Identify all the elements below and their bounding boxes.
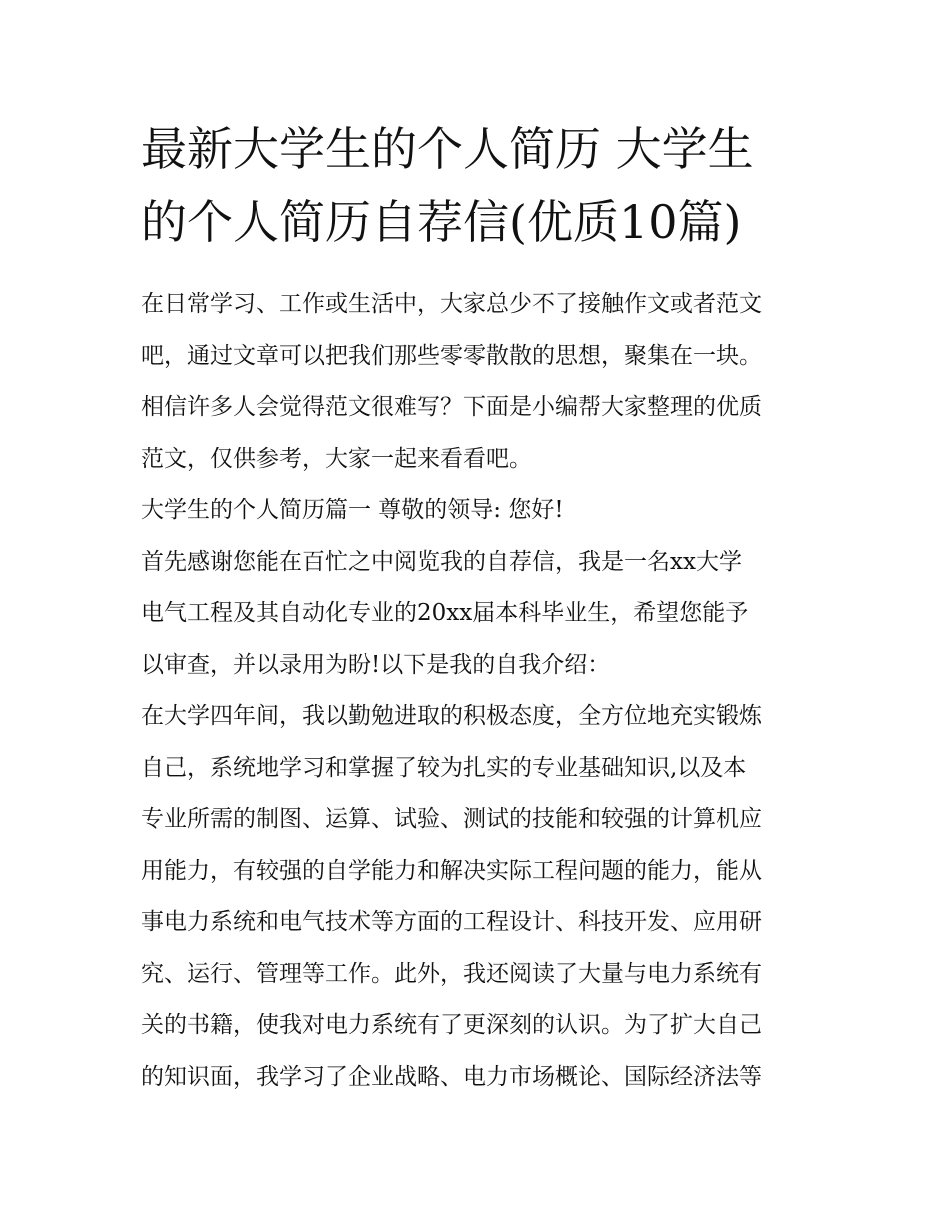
section-heading-paragraph (141, 485, 816, 537)
body-line-2: 吧，通过文章可以把我们那些零零散散的思想，聚集在一块。 (141, 342, 762, 369)
title-line-2: 的个人简历自荐信(优质10篇) (141, 195, 742, 249)
document-body (141, 279, 816, 1103)
body-line-6: 首先感谢您能在百忙之中阅览我的自荐信，我是一名xx大学 (141, 548, 742, 575)
document-content (141, 113, 816, 1103)
body-line-3: 相信许多人会觉得范文很难写？下面是小编帮大家整理的优质 (141, 394, 762, 420)
body-line-12: 用能力，有较强的自学能力和解决实际工程问题的能力，能从 (141, 857, 762, 884)
body-line-16: 的知识面，我学习了企业战略、电力市场概论、国际经济法等 (141, 1063, 762, 1090)
body-line-5: 大学生的个人简历篇一 尊敬的领导: 您好! (141, 497, 564, 523)
body-line-15: 关的书籍，使我对电力系统有了更深刻的认识。为了扩大自己 (141, 1012, 762, 1038)
body-line-1: 在日常学习、工作或生活中，大家总少不了接触作文或者范文 (141, 291, 762, 317)
body-line-7: 电气工程及其自动化专业的20xx届本科毕业生，希望您能予 (141, 600, 749, 626)
thanks-paragraph (141, 537, 816, 692)
intro-paragraph (141, 279, 816, 485)
body-line-13: 事电力系统和电气技术等方面的工程设计、科技开发、应用研 (141, 909, 762, 935)
body-line-8: 以审查，并以录用为盼!以下是我的自我介绍： (141, 651, 611, 678)
experience-paragraph (141, 691, 816, 1103)
body-line-10: 自己，系统地学习和掌握了较为扎实的专业基础知识,以及本 (141, 754, 747, 781)
document-title (141, 113, 816, 259)
body-line-14: 究、运行、管理等工作。此外，我还阅读了大量与电力系统有 (141, 960, 762, 987)
body-line-11: 专业所需的制图、运算、试验、测试的技能和较强的计算机应 (141, 806, 762, 832)
body-line-4: 范文，仅供参考，大家一起来看看吧。 (141, 445, 532, 472)
body-line-9: 在大学四年间，我以勤勉进取的积极态度，全方位地充实锻炼 (141, 703, 762, 729)
title-line-1: 最新大学生的个人简历 大学生 (141, 122, 754, 176)
